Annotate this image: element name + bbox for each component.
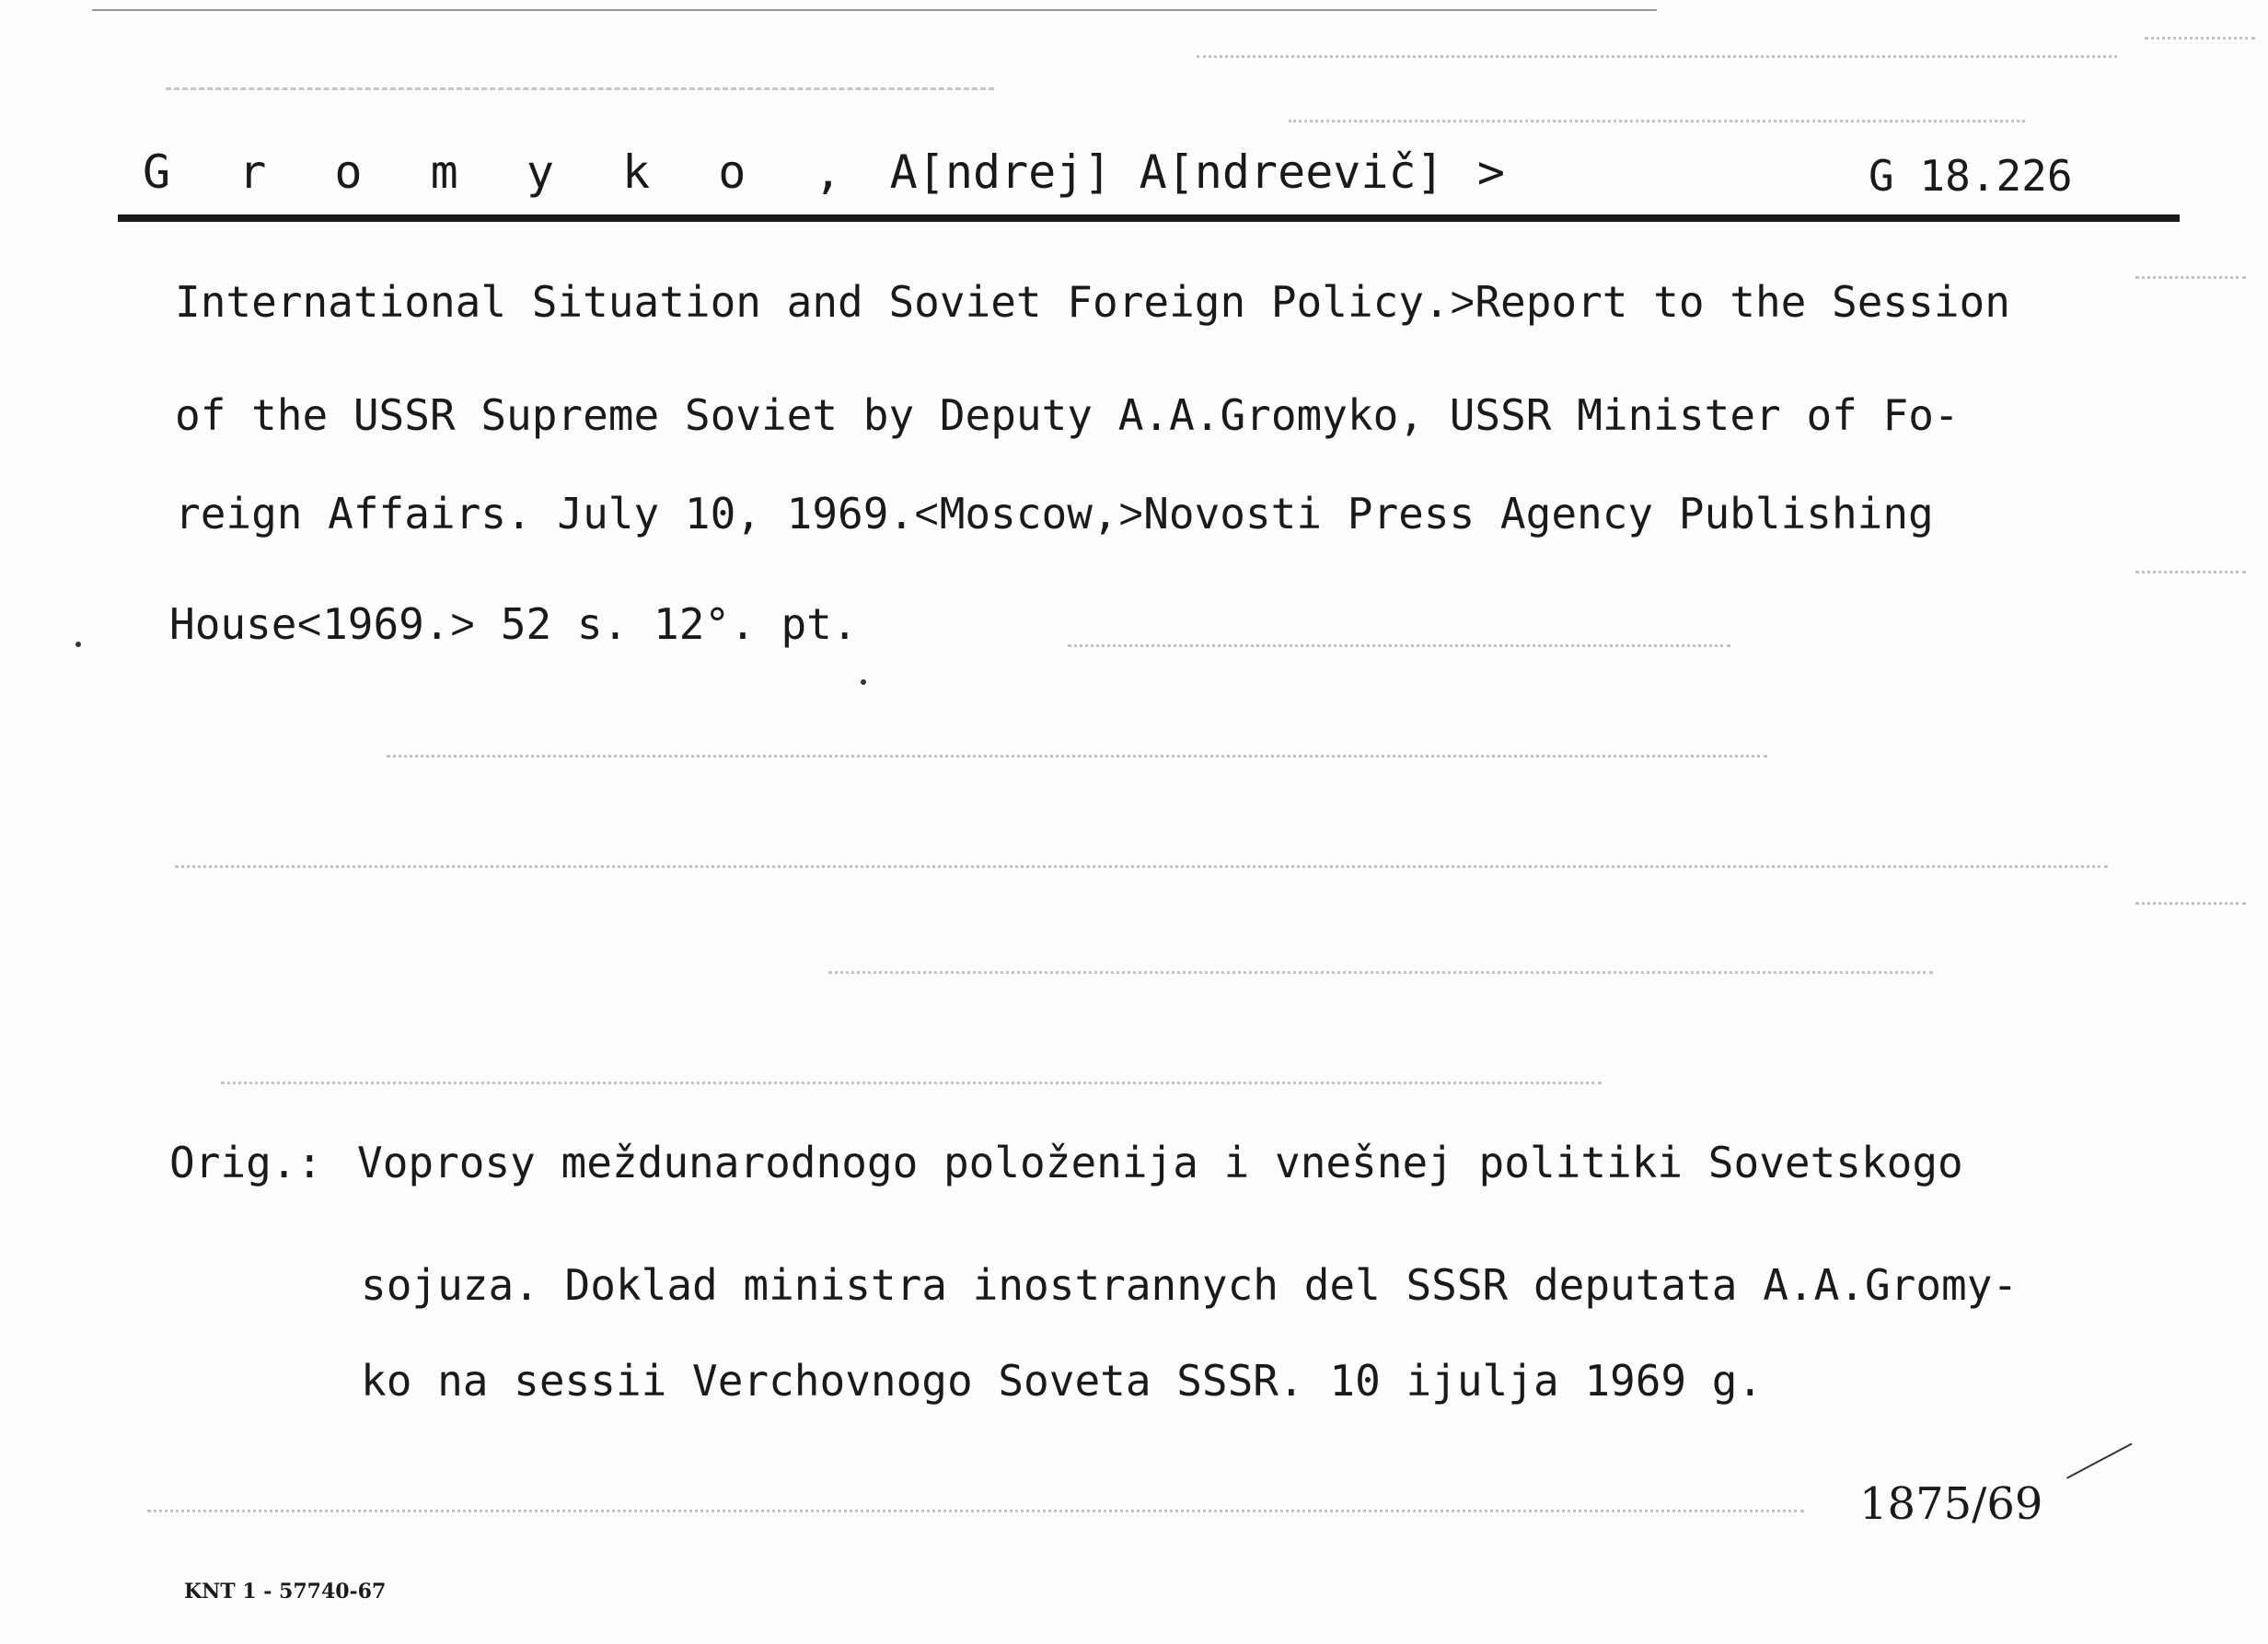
description-line: of the USSR Supreme Soviet by Deputy A.A.Gromyko, USSR Minister of Fo- xyxy=(175,390,1960,440)
original-line: Voprosy meždunarodnogo položenija i vnešnej politiki Sovetskogo xyxy=(357,1138,1963,1187)
author-given-names: A[ndrej] A[ndreevič] xyxy=(889,145,1444,199)
scan-noise xyxy=(2135,571,2246,573)
description-line: House˂1969.˃ 52 s. 12°. pt. xyxy=(169,599,858,649)
scan-noise xyxy=(1068,644,1730,647)
description-line: International Situation and Soviet Foreign Policy.˃Report to the Session xyxy=(175,277,2010,327)
author-mark: > xyxy=(1476,145,1505,199)
scan-noise xyxy=(387,755,1767,758)
description-line: reign Affairs. July 10, 1969.˂Moscow,˃Novosti Press Agency Publishing xyxy=(175,489,1934,538)
top-rule xyxy=(92,9,1657,11)
accession-number: 1875/69 xyxy=(1859,1478,2043,1530)
scan-noise xyxy=(828,971,1933,974)
stray-dot xyxy=(861,679,866,685)
scan-noise xyxy=(1197,55,2117,58)
author-surname: G r o m y k o , xyxy=(143,145,862,199)
scan-noise xyxy=(166,87,994,90)
header-rule xyxy=(118,214,2180,222)
scan-noise xyxy=(175,865,2108,868)
original-label: Orig.: xyxy=(169,1138,323,1187)
scan-noise xyxy=(2135,276,2246,279)
scan-noise xyxy=(2145,37,2255,40)
form-code: KNT 1 - 57740-67 xyxy=(184,1580,387,1603)
stray-dot xyxy=(75,642,81,647)
scan-noise xyxy=(147,1510,1804,1512)
original-line: ko na sessii Verchovnogo Soveta SSSR. 10 ijulja 1969 g. xyxy=(361,1356,1764,1406)
call-number: G 18.226 xyxy=(1869,151,2073,201)
scan-noise xyxy=(2135,902,2246,905)
original-line: sojuza. Doklad ministra inostrannych del SSSR deputata A.A.Gromy- xyxy=(361,1260,2019,1310)
scan-noise xyxy=(221,1082,1602,1084)
accession-mark xyxy=(2066,1442,2133,1478)
scan-noise xyxy=(1289,120,2025,122)
author-heading xyxy=(143,145,1505,199)
